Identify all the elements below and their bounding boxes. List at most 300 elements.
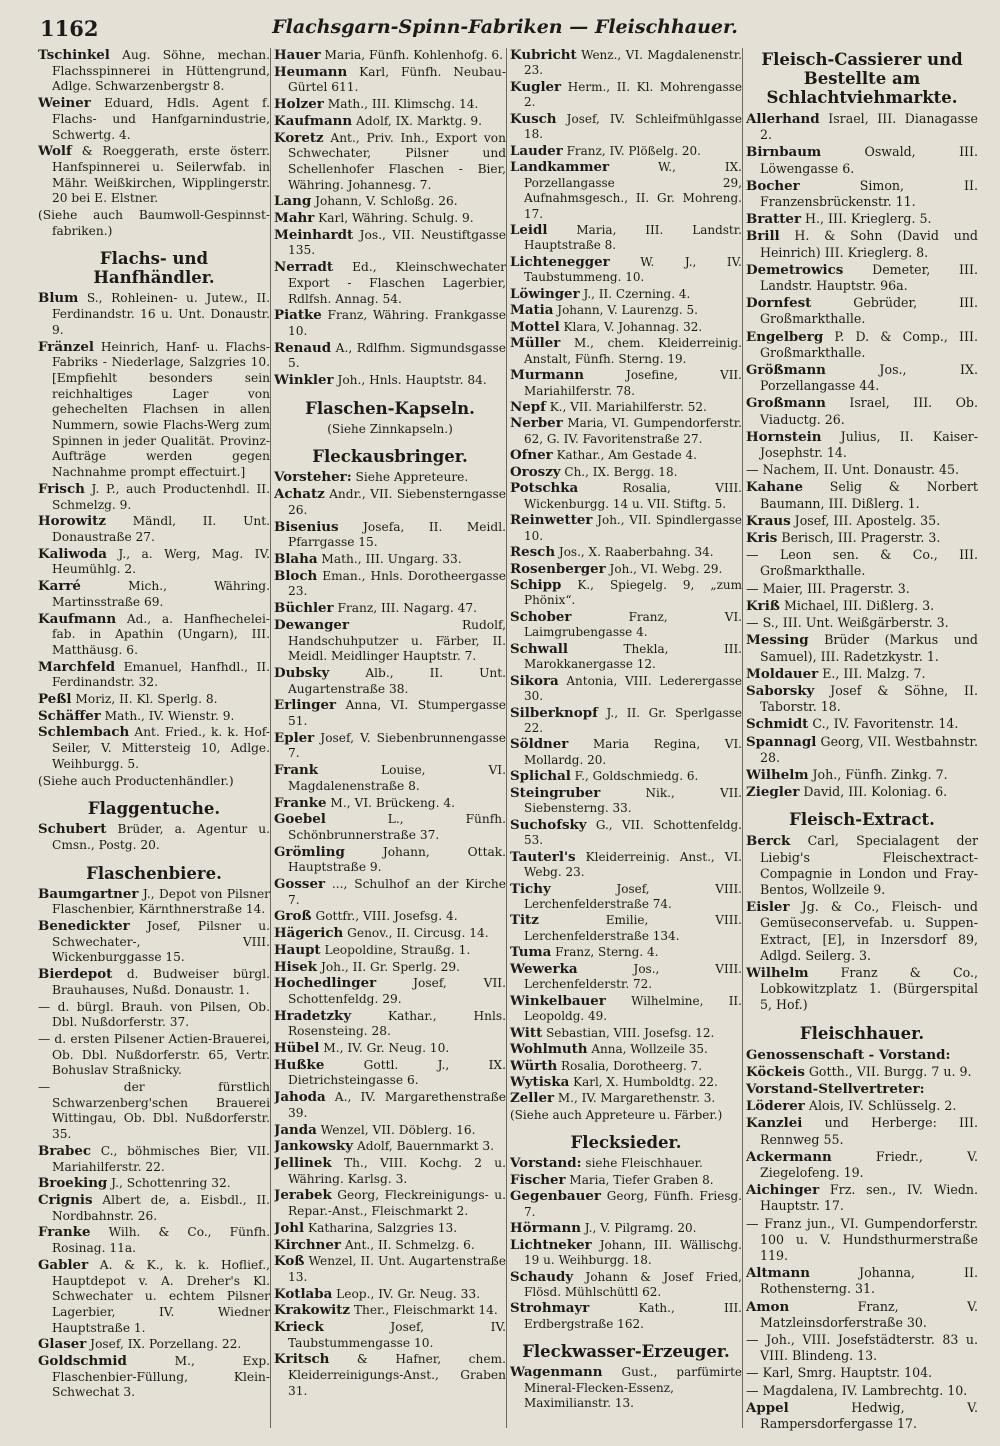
- entry-details: Joh., Hnls. Hauptstr. 84.: [333, 373, 487, 388]
- entry-details: Johann, V. Schloßg. 26.: [311, 194, 458, 209]
- entry-name: Achatz: [274, 486, 325, 503]
- entry-details: Adolf, Bauernmarkt 3.: [353, 1139, 495, 1154]
- entry-details: W., IX. Porzellangasse 29, Aufnahmsgesch., II. Gr. Mohreng. 17.: [524, 160, 742, 221]
- entry-name: Demetrowics: [746, 261, 844, 278]
- entry-details: d. Budweiser bürgl. Brauhauses, Nußd. Donaustr. 1.: [52, 967, 270, 997]
- directory-entry: [746, 716, 978, 732]
- entry-name: Goldschmid: [38, 1353, 127, 1370]
- entry-name: Großmann: [746, 395, 826, 412]
- directory-entry: [38, 612, 270, 659]
- directory-entry: [274, 373, 506, 389]
- directory-entry: [38, 660, 270, 691]
- entry-name: Kris: [746, 530, 778, 547]
- running-title: Flachsgarn-Spinn-Fabriken — Fleischhauer.: [272, 16, 738, 38]
- entry-name: Tichy: [510, 880, 551, 897]
- column-4: [746, 48, 978, 1438]
- directory-entry: [746, 1332, 978, 1364]
- entry-name: Wilhelm: [746, 964, 809, 981]
- entry-name: Blum: [38, 290, 79, 307]
- entry-details: Math., IV. Wienstr. 9.: [100, 708, 235, 723]
- section-heading: Fleckwasser-Erzeuger.: [522, 1342, 730, 1362]
- entry-name: Brill: [746, 228, 780, 245]
- directory-entry: [38, 967, 270, 998]
- directory-entry: [510, 913, 742, 944]
- entry-details: Johann, Ottak. Hauptstraße 9.: [288, 844, 506, 875]
- entry-details: (Siehe auch Baumwoll-Gespinnst-fabriken.): [38, 208, 270, 238]
- entry-name: Koretz: [274, 129, 324, 146]
- entry-details: Michael, III. Dißlerg. 3.: [779, 597, 935, 613]
- entry-name: Zeller: [510, 1090, 555, 1107]
- entry-name: Kaufmann: [274, 112, 353, 129]
- entry-name: Schaudy: [510, 1268, 574, 1285]
- entry-name: Lichtneker: [510, 1236, 592, 1253]
- entry-name: Suchofsky: [510, 816, 587, 833]
- entry-name: Ackermann: [746, 1148, 832, 1165]
- directory-entry: [510, 769, 742, 784]
- entry-name: Janda: [274, 1121, 317, 1138]
- section-heading: Flaschen-Kapseln.: [305, 398, 475, 418]
- entry-details: Anna, Wollzeile 35.: [587, 1042, 708, 1057]
- entry-name: Schubert: [38, 821, 107, 838]
- directory-entry: [510, 1075, 742, 1090]
- entry-details: Emilie, VIII. Lerchenfelderstraße 134.: [524, 913, 742, 943]
- directory-entry: [510, 962, 742, 993]
- entry-details: Mich., Währing. Martinsstraße 69.: [52, 579, 270, 609]
- entry-details: Kleiderreinig. Anst., VI. Webg. 23.: [524, 849, 742, 880]
- entry-name: Rosenberger: [510, 560, 606, 577]
- directory-entry: [38, 547, 270, 578]
- directory-entry: [510, 610, 742, 641]
- entry-name: Gegenbauer: [510, 1188, 601, 1205]
- directory-entry: [38, 1225, 270, 1256]
- entry-details: J., II. Czerning. 4.: [579, 286, 691, 301]
- column-2: [274, 48, 506, 1438]
- directory-entry: [510, 320, 742, 335]
- entry-details: Brüder (Markus und Samuel), III. Radetzkystr. 1.: [760, 632, 978, 664]
- entry-details: Klara, V. Johannag. 32.: [559, 319, 703, 334]
- entry-details: Franz, Währing. Frankgasse 10.: [288, 308, 506, 338]
- directory-entry: [746, 598, 978, 614]
- entry-details: Aug. Söhne, mechan. Flachsspinnerei in Hüttengrund, Adlge. Schwarzenbergstr 8.: [52, 48, 270, 94]
- directory-entry: [274, 1123, 506, 1139]
- directory-entry: [510, 1026, 742, 1041]
- column-divider: [270, 48, 271, 1428]
- entry-details: Kathar., Am Gestade 4.: [552, 448, 697, 463]
- entry-details: Josef & Söhne, II. Taborstr. 18.: [760, 682, 978, 715]
- entry-details: Jos., X. Raaberbahng. 34.: [555, 545, 714, 560]
- entry-details: Adolf, IX. Marktg. 9.: [352, 113, 482, 128]
- entry-name: Wagenmann: [510, 1364, 603, 1381]
- directory-entry: [274, 796, 506, 812]
- directory-entry: [38, 1193, 270, 1224]
- entry-name: Hägerich: [274, 925, 344, 942]
- entry-name: Witt: [510, 1024, 543, 1041]
- directory-entry: [274, 569, 506, 600]
- directory-entry: [38, 1000, 270, 1031]
- entry-name: Fränzel: [38, 338, 94, 355]
- entry-name: Silberknopf: [510, 704, 598, 721]
- entry-name: Kritsch: [274, 1351, 330, 1368]
- directory-entry: [274, 960, 506, 976]
- directory-entry: [746, 1081, 978, 1097]
- entry-name: Schober: [510, 608, 572, 625]
- directory-entry: [510, 1091, 742, 1106]
- entry-name: Spannagl: [746, 733, 817, 750]
- directory-entry: [274, 1254, 506, 1285]
- entry-name: Kugler: [510, 78, 562, 95]
- entry-name: Berck: [746, 833, 791, 850]
- entry-name: Titz: [510, 912, 539, 929]
- entry-details: David, III. Koloniag. 6.: [799, 784, 948, 800]
- entry-name: Würth: [510, 1057, 558, 1074]
- entry-details: — S., III. Unt. Weißgärberstr. 3.: [746, 615, 949, 631]
- directory-entry: [510, 642, 742, 673]
- entry-details: Wilhelmine, II. Leopoldg. 49.: [524, 993, 742, 1024]
- entry-details: E., III. Malzg. 7.: [818, 665, 926, 681]
- directory-entry: [510, 112, 742, 143]
- directory-entry: [510, 882, 742, 913]
- entry-name: Birnbaum: [746, 144, 822, 161]
- directory-entry: [746, 262, 978, 294]
- directory-entry: [274, 211, 506, 227]
- directory-entry: [38, 709, 270, 725]
- entry-details: Gebrüder, III. Großmarkthalle.: [760, 295, 978, 327]
- entry-details: Leopoldine, Straußg. 1.: [320, 942, 471, 957]
- directory-entry: [274, 1238, 506, 1254]
- directory-entry: [274, 131, 506, 194]
- directory-entry: [510, 1301, 742, 1332]
- directory-entry: [510, 1173, 742, 1188]
- entry-details: Wenz., VI. Magdalenenstr. 23.: [524, 48, 742, 78]
- entry-details: Johann, V. Laurenzg. 5.: [553, 303, 698, 318]
- entry-details: (Siehe auch Productenhändler.): [38, 773, 234, 788]
- entry-details: Georg, VII. Westbahnstr. 28.: [760, 733, 978, 765]
- directory-entry: [274, 341, 506, 372]
- entry-name: Messing: [746, 632, 809, 649]
- directory-entry: [746, 965, 978, 1014]
- entry-name: Oroszy: [510, 463, 561, 480]
- directory-entry: [274, 845, 506, 876]
- directory-entry: [746, 1365, 978, 1381]
- section-heading: Flecksieder.: [570, 1133, 682, 1153]
- entry-details: M., IV. Gr. Neug. 10.: [319, 1041, 450, 1056]
- entry-details: & Roeggerath, erste österr. Hanfspinnerei u. Seilerwfab. in Mähr. Weißkirchen, Wipplingerstr. 20 bei E. Elstner.: [52, 144, 270, 206]
- entry-name: Groß: [274, 908, 312, 925]
- entry-name: Hornstein: [746, 428, 822, 445]
- entry-details: Joh., II. Gr. Sperlg. 29.: [317, 959, 461, 974]
- directory-entry: [510, 465, 742, 480]
- entry-name: Peßl: [38, 691, 72, 708]
- entry-details: Alois, IV. Schlüsselg. 2.: [804, 1098, 957, 1114]
- directory-entry: [274, 1320, 506, 1351]
- entry-details: Ant. Fried., k. k. Hof-Seiler, V. Mittersteig 10, Adlge. Weihburgg. 5.: [52, 725, 270, 771]
- entry-details: Andr., VII. Siebensterngasse 26.: [288, 487, 506, 517]
- entry-details: Maria Regina, VI. Mollardg. 20.: [524, 737, 742, 767]
- directory-entry: [274, 552, 506, 568]
- entry-name: Resch: [510, 544, 556, 561]
- directory-entry: [746, 144, 978, 176]
- directory-entry: [510, 303, 742, 318]
- entry-name: Frank: [274, 762, 319, 779]
- entry-details: Franz, VI. Laimgrubengasse 4.: [524, 609, 742, 640]
- entry-name: Wilhelm: [746, 766, 809, 783]
- directory-entry: [274, 1090, 506, 1121]
- directory-entry: [746, 767, 978, 783]
- directory-entry: [274, 97, 506, 113]
- directory-entry: [510, 48, 742, 79]
- entry-details: Karl, X. Humboldtg. 22.: [569, 1075, 718, 1089]
- directory-entry: [274, 228, 506, 259]
- entry-details: — Karl, Smrg. Hauptstr. 104.: [746, 1365, 933, 1381]
- directory-entry: [38, 692, 270, 708]
- entry-details: — der fürstlich Schwarzenberg'schen Brauerei Wittingau, Ob. Dbl. Nußdorferstr. 35.: [38, 1080, 270, 1142]
- entry-name: Kanzlei: [746, 1115, 803, 1132]
- entry-details: Josefine, VII. Mariahilferstr. 78.: [524, 368, 742, 398]
- entry-name: Dubsky: [274, 664, 330, 681]
- entry-details: K., VII. Mariahilferstr. 52.: [545, 399, 707, 414]
- entry-name: Altmann: [746, 1265, 810, 1282]
- entry-details: Josef, V. Siebenbrunnengasse 7.: [288, 730, 506, 761]
- entry-name: Splichal: [510, 768, 571, 785]
- directory-entry: [510, 737, 742, 768]
- entry-name: Dornfest: [746, 295, 812, 312]
- directory-entry: [38, 514, 270, 545]
- column-1: [38, 48, 270, 1438]
- directory-entry: [746, 581, 978, 597]
- entry-name: Schipp: [510, 576, 562, 593]
- entry-details: und Herberge: III. Rennweg 55.: [760, 1115, 978, 1147]
- directory-entry: [274, 943, 506, 959]
- entry-name: Bisenius: [274, 518, 339, 535]
- directory-entry: [38, 1080, 270, 1143]
- entry-name: Crignis: [38, 1192, 93, 1208]
- directory-entry: [38, 887, 270, 918]
- entry-name: Matia: [510, 302, 554, 319]
- directory-entry: [274, 731, 506, 762]
- entry-name: Vorstand:: [510, 1155, 582, 1172]
- entry-details: Gottfr., VIII. Josefsg. 4.: [311, 909, 458, 924]
- entry-name: Johl: [274, 1219, 305, 1236]
- entry-name: Weiner: [38, 95, 91, 112]
- directory-entry: [746, 295, 978, 327]
- directory-entry: [510, 562, 742, 577]
- entry-name: Nepf: [510, 398, 546, 415]
- directory-entry: [510, 448, 742, 463]
- entry-name: Mottel: [510, 318, 560, 335]
- entry-details: A. & K., k. k. Hoflief., Hauptdepot v. A. Dreher's Kl. Schwechater u. echtem Pilsner Lagerbier, IV. Wiedner Hauptstraße 1.: [52, 1257, 270, 1335]
- entry-name: Potschka: [510, 480, 579, 497]
- entry-name: Tuma: [510, 944, 552, 961]
- entry-name: Nerber: [510, 415, 563, 432]
- entry-name: Kaliwoda: [38, 545, 107, 562]
- directory-entry: [746, 1400, 978, 1432]
- entry-details: Friedr., V. Ziegelofeng. 19.: [760, 1148, 978, 1180]
- entry-name: Murmann: [510, 367, 584, 384]
- entry-name: Gabler: [38, 1256, 89, 1273]
- entry-name: Landkammer: [510, 159, 610, 176]
- entry-details: — Nachem, II. Unt. Donaustr. 45.: [746, 462, 960, 478]
- entry-name: Steingruber: [510, 784, 601, 801]
- entry-name: Heumann: [274, 63, 348, 80]
- directory-entry: [510, 1270, 742, 1301]
- directory-entry: [746, 530, 978, 546]
- entry-name: Fischer: [510, 1171, 566, 1188]
- directory-entry: [746, 1064, 978, 1080]
- directory-entry: [510, 416, 742, 447]
- entry-name: Glaser: [38, 1336, 87, 1353]
- directory-entry: [38, 919, 270, 966]
- entry-details: Karl, Währing. Schulg. 9.: [314, 211, 474, 226]
- directory-entry: [746, 632, 978, 664]
- entry-details: Selig & Norbert Baumann, III. Dißlerg. 1.: [760, 479, 978, 511]
- entry-details: Josefa, II. Meidl. Pfarrgasse 15.: [288, 519, 506, 550]
- directory-entry: [274, 1352, 506, 1399]
- directory-entry: [510, 368, 742, 399]
- directory-entry: [746, 615, 978, 631]
- entry-details: Mändl, II. Unt. Donaustraße 27.: [52, 514, 270, 544]
- directory-entry: [38, 1258, 270, 1337]
- directory-entry: [746, 513, 978, 529]
- entry-name: Hisek: [274, 958, 318, 975]
- section-heading: Fleisch-Extract.: [789, 810, 935, 830]
- entry-details: Jos., VIII. Lerchenfelderstr. 72.: [524, 961, 742, 992]
- entry-details: W. J., IV. Taubstummeng. 10.: [524, 254, 742, 285]
- entry-name: Genossenschaft - Vorstand:: [746, 1046, 951, 1063]
- entry-name: Größmann: [746, 362, 826, 379]
- entry-details: M., VI. Brückeng. 4.: [326, 795, 455, 810]
- directory-entry: [510, 1059, 742, 1074]
- directory-entry: [274, 976, 506, 1007]
- directory-entry: [274, 763, 506, 794]
- entry-name: Epler: [274, 729, 315, 746]
- directory-entry: [746, 362, 978, 394]
- directory-entry: [510, 1108, 742, 1123]
- entry-details: Franz, IV. Plößelg. 20.: [562, 143, 701, 158]
- directory-entry: [746, 1265, 978, 1297]
- entry-name: Benedickter: [38, 918, 130, 935]
- entry-details: Josef, IV. Taubstummengasse 10.: [288, 1320, 506, 1350]
- entry-details: Sebastian, VIII. Josefsg. 12.: [542, 1025, 715, 1040]
- entry-name: Reinwetter: [510, 512, 593, 529]
- entry-name: Bocher: [746, 177, 800, 194]
- entry-details: Ad., a. Hanfhechelei-fab. in Apathin (Ungarn), III. Matthäusg. 6.: [52, 611, 270, 657]
- entry-name: Erlinger: [274, 697, 337, 714]
- entry-name: Gosser: [274, 876, 326, 893]
- entry-details: — Joh., VIII. Josefstädterstr. 83 u. VIII. Blindeng. 13.: [746, 1332, 978, 1364]
- entry-name: Holzer: [274, 96, 324, 113]
- entry-name: Engelberg: [746, 328, 824, 345]
- entry-details: Rosalia, Dorotheerg. 7.: [557, 1058, 703, 1073]
- entry-name: Winkler: [274, 372, 334, 389]
- entry-name: Appel: [746, 1399, 789, 1416]
- entry-name: Grömling: [274, 843, 345, 860]
- entry-details: Maria, VI. Gumpendorferstr. 62, G. IV. Favoritenstraße 27.: [524, 416, 742, 446]
- entry-details: Gottl. J., IX. Dietrichsteingasse 6.: [288, 1057, 506, 1088]
- entry-details: Herm., II. Kl. Mohrengasse 2.: [524, 79, 742, 110]
- entry-details: Katharina, Salzgries 13.: [304, 1220, 458, 1235]
- entry-details: Josef, III. Apostelg. 35.: [790, 512, 941, 528]
- entry-name: Löderer: [746, 1098, 805, 1115]
- directory-entry: [274, 487, 506, 518]
- entry-details: Wenzel, II. Unt. Augartenstraße 13.: [288, 1254, 506, 1284]
- entry-name: Ofner: [510, 447, 553, 464]
- entry-name: Leidl: [510, 221, 548, 238]
- directory-entry: [510, 1238, 742, 1269]
- directory-entry: [38, 1032, 270, 1079]
- entry-name: Wewerka: [510, 960, 578, 977]
- entry-name: Franke: [38, 1224, 91, 1241]
- entry-details: Johann & Josef Fried, Flösd. Mühlschüttl 62.: [524, 1269, 742, 1299]
- directory-entry: [274, 48, 506, 64]
- entry-details: — d. ersten Pilsener Actien-Brauerei, Ob. Dbl. Nußdorferstr. 65, Vertr. Bohuslav Straßnicky.: [38, 1031, 270, 1078]
- directory-entry: [746, 1182, 978, 1214]
- directory-entry: [510, 481, 742, 512]
- directory-entry: [274, 601, 506, 617]
- entry-name: Wytiska: [510, 1074, 570, 1090]
- entry-name: Blaha: [274, 550, 318, 567]
- entry-name: Müller: [510, 335, 561, 352]
- entry-details: ..., Schulhof an der Kirche 7.: [288, 877, 506, 907]
- directory-entry: [274, 1221, 506, 1237]
- entry-details: G., VII. Schottenfeldg. 53.: [524, 817, 742, 848]
- entry-details: M., chem. Kleiderreinig. Anstalt, Fünfh. Sterng. 19.: [524, 336, 742, 366]
- entry-details: Jg. & Co., Fleisch- und Gemüseconservefab. u. Suppen-Extract, [E], in Inzersdorf 89, Adlgd. Seilerg. 3.: [760, 899, 978, 963]
- entry-details: Maria, Fünfh. Kohlenhofg. 6.: [320, 48, 504, 62]
- entry-name: Jahoda: [274, 1089, 326, 1106]
- entry-name: Schmidt: [746, 716, 809, 733]
- entry-name: Wolf: [38, 143, 72, 160]
- entry-details: Moriz, II. Kl. Sperlg. 8.: [71, 692, 218, 707]
- entry-details: siehe Fleischhauer.: [581, 1156, 703, 1171]
- entry-details: Hedwig, V. Rampersdorfergasse 17.: [760, 1399, 978, 1432]
- directory-entry: [274, 909, 506, 925]
- entry-details: Josef, IX. Porzellang. 22.: [86, 1337, 242, 1352]
- entry-name: Brabec: [38, 1142, 92, 1159]
- entry-name: Eisler: [746, 899, 790, 916]
- entry-details: Georg, Fünfh. Friesg. 7.: [524, 1189, 742, 1219]
- entry-details: Oswald, III. Löwengasse 6.: [760, 144, 978, 176]
- directory-entry: [274, 1041, 506, 1057]
- entry-details: K., Spiegelg. 9, „zum Phönix“.: [524, 577, 742, 608]
- entry-details: Gust., parfümirte Mineral-Flecken-Essenz, Maximilianstr. 13.: [524, 1365, 742, 1411]
- entry-details: Franz, V. Matzleinsdorferstraße 30.: [760, 1298, 978, 1330]
- entry-name: Moldauer: [746, 665, 819, 682]
- directory-entry: [274, 520, 506, 551]
- directory-entry: [38, 96, 270, 143]
- directory-entry: [274, 1303, 506, 1319]
- directory-entry: [274, 666, 506, 697]
- entry-name: Mahr: [274, 210, 315, 227]
- entry-name: Köckeis: [746, 1063, 805, 1080]
- entry-details: Demeter, III. Landstr. Hauptstr. 96a.: [760, 261, 978, 294]
- entry-details: J. P., auch Productenhdl. II. Schmelzg. 9.: [52, 481, 270, 512]
- entry-details: Joh., VII. Spindlergasse 10.: [524, 513, 742, 543]
- directory-entry: [746, 211, 978, 227]
- entry-details: Wenzel, VII. Döblerg. 16.: [316, 1122, 476, 1137]
- entry-name: Hradetzky: [274, 1007, 352, 1024]
- entry-name: Horowitz: [38, 513, 106, 530]
- entry-name: Lang: [274, 193, 312, 210]
- directory-entry: [38, 579, 270, 610]
- directory-entry: [38, 1354, 270, 1401]
- entry-name: Marchfeld: [38, 658, 116, 675]
- directory-entry: [274, 1156, 506, 1187]
- column-divider: [742, 48, 743, 1428]
- directory-entry: [38, 144, 270, 207]
- entry-details: C., IV. Favoritenstr. 14.: [808, 716, 959, 732]
- directory-entry: [274, 926, 506, 942]
- entry-name: Jankowsky: [274, 1138, 354, 1155]
